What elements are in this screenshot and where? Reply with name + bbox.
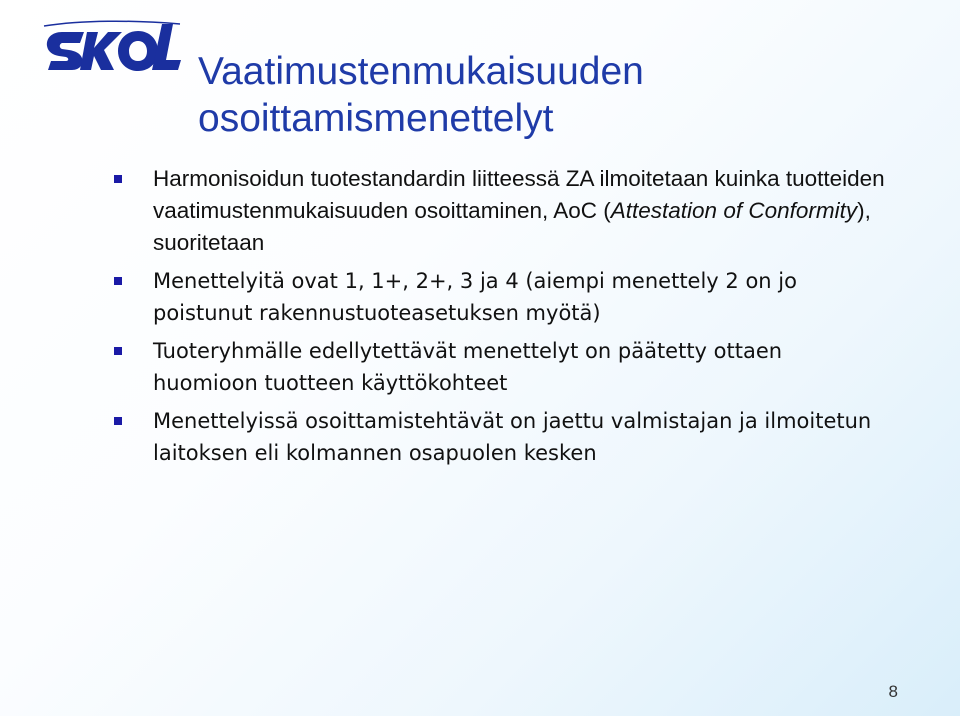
square-bullet-icon [114,347,122,355]
title-line-2: osoittamismenettelyt [198,97,554,140]
bullet-item-3 [112,335,892,399]
bullet-item-4 [112,405,892,469]
page-number: 8 [888,682,898,701]
bullet-1-text-end: ), suoritetaan [153,198,871,255]
bullet-2-text: Menettelyitä ovat 1, 1+, 2+, 3 ja 4 (aiempi menettely 2 on jo poistunut rakennustuoteasetuksen myötä) [153,269,797,325]
bullet-1-italic-term: Attestation of Conformity [610,198,858,223]
square-bullet-icon [114,277,122,285]
skol-logo [42,20,182,76]
bullet-item-2 [112,265,892,329]
bullet-3-text: Tuoteryhmälle edellytettävät menettelyt on päätetty ottaen huomioon tuotteen käyttökohteet [153,339,783,395]
bullet-4-text: Menettelyissä osoittamistehtävät on jaettu valmistajan ja ilmoitetun laitoksen eli kolmannen osapuolen kesken [153,409,872,465]
bullet-item-1 [112,163,892,259]
bullet-1-text-start: Harmonisoidun tuotestandardin liitteessä ZA ilmoitetaan kuinka tuotteiden vaatimustenmukaisuuden osoittaminen, AoC ( [153,166,885,223]
slide-title [198,48,898,142]
square-bullet-icon [114,417,122,425]
title-line-1: Vaatimustenmukaisuuden [198,50,644,93]
square-bullet-icon [114,175,122,183]
bullet-list [112,163,892,475]
